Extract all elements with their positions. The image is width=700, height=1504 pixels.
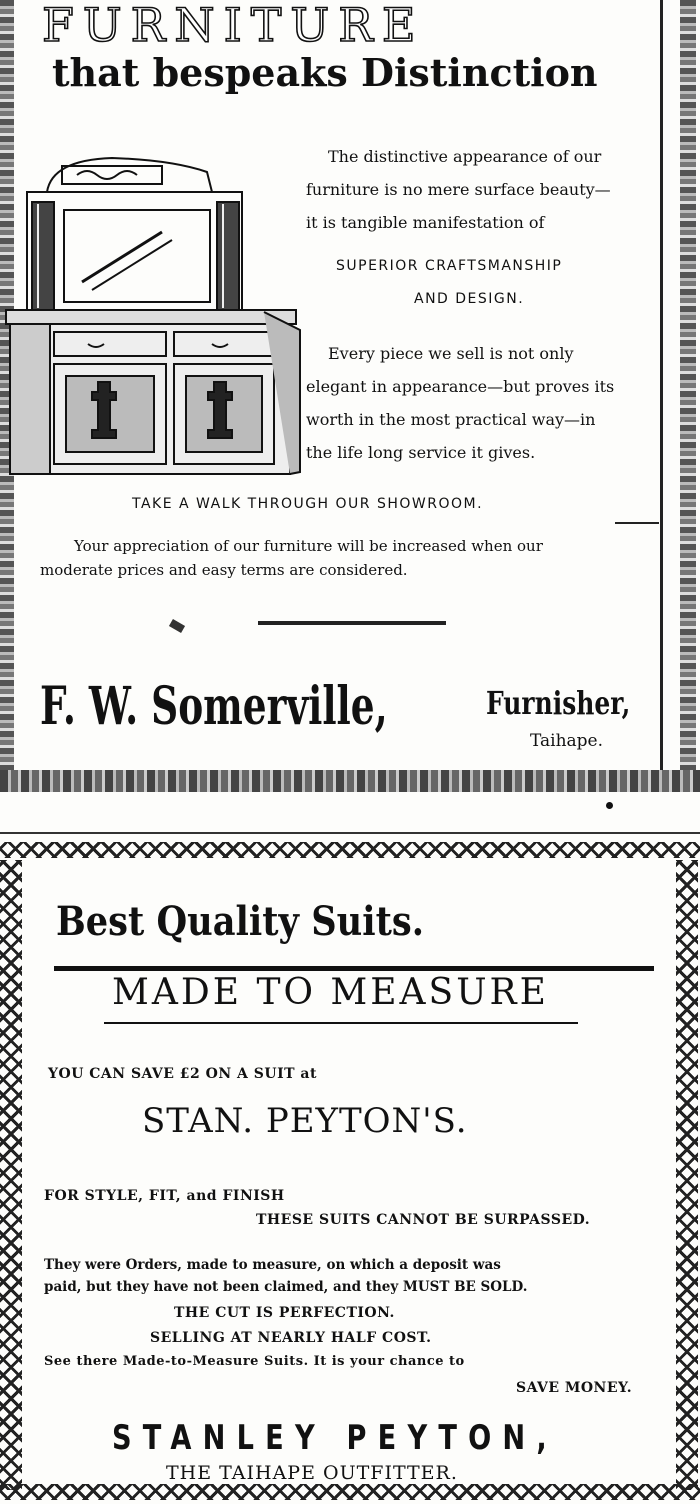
top-diamond-border (0, 842, 700, 858)
ink-dot (606, 802, 613, 809)
practical-paragraph (306, 337, 656, 469)
intro-line: The distinctive appearance of our (328, 147, 602, 166)
selling-line: SELLING AT NEARLY HALF COST. (150, 1330, 432, 1346)
headline-rule (54, 966, 654, 971)
save-money: SAVE MONEY. (516, 1380, 633, 1396)
left-diamond-border (0, 860, 22, 1490)
bottom-ornamental-border (0, 770, 700, 792)
practical-line: Every piece we sell is not only (328, 344, 574, 363)
orders-line: paid, but they have not been claimed, and they MUST BE SOLD. (44, 1279, 528, 1295)
suits-headline: Best Quality Suits. (56, 898, 424, 945)
ornamental-rule (258, 621, 446, 625)
showroom-line: TAKE A WALK THROUGH OUR SHOWROOM. (132, 496, 484, 512)
merchant-trade: Furnisher, (486, 684, 631, 722)
right-diamond-border (676, 860, 698, 1490)
style-line: FOR STYLE, FIT, and FINISH (44, 1188, 285, 1204)
surpass-line: THESE SUITS CANNOT BE SURPASSED. (256, 1212, 591, 1228)
practical-line: worth in the most practical way—in (306, 410, 596, 429)
column-divider (0, 832, 700, 834)
appreciation-line: moderate prices and easy terms are considered. (40, 561, 408, 579)
practical-line: elegant in appearance—but proves its (306, 377, 615, 396)
bottom-diamond-border (0, 1484, 700, 1500)
orders-paragraph (44, 1254, 527, 1298)
intro-line: it is tangible manifestation of (306, 213, 545, 232)
merchant-town: Taihape. (530, 731, 604, 751)
right-inner-rule (660, 0, 663, 770)
cut-line: THE CUT IS PERFECTION. (174, 1305, 395, 1321)
see-line: See there Made-to-Measure Suits. It is your chance to (44, 1354, 465, 1369)
outfitter-title: THE TAIHAPE OUTFITTER. (166, 1462, 458, 1484)
merchant-name: F. W. Somerville, (40, 676, 388, 737)
intro-paragraph (306, 140, 656, 239)
intro-line: furniture is no mere surface beauty— (306, 180, 611, 199)
made-to-measure: MADE TO MEASURE (112, 972, 549, 1013)
appreciation-line: Your appreciation of our furniture will be increased when our (74, 537, 543, 555)
orders-line: They were Orders, made to measure, on which a deposit was (44, 1257, 501, 1273)
subheadline: that bespeaks Distinction (52, 50, 598, 95)
outfitter-name: STANLEY PEYTON, (112, 1418, 558, 1458)
design-line: AND DESIGN. (414, 291, 525, 307)
appreciation-paragraph (40, 534, 660, 582)
craftsmanship-line: SUPERIOR CRAFTSMANSHIP (336, 258, 563, 274)
practical-line: the life long service it gives. (306, 443, 536, 462)
divider-short (615, 522, 659, 524)
headline: FURNITURE (42, 0, 425, 52)
sideboard-illustration (2, 152, 302, 476)
flourish-mark (169, 619, 185, 633)
save-line: YOU CAN SAVE £2 ON A SUIT at (48, 1066, 317, 1082)
subheadline-rule (104, 1022, 578, 1024)
right-ornamental-border (680, 0, 696, 770)
shop-name: STAN. PEYTON'S. (142, 1101, 468, 1141)
